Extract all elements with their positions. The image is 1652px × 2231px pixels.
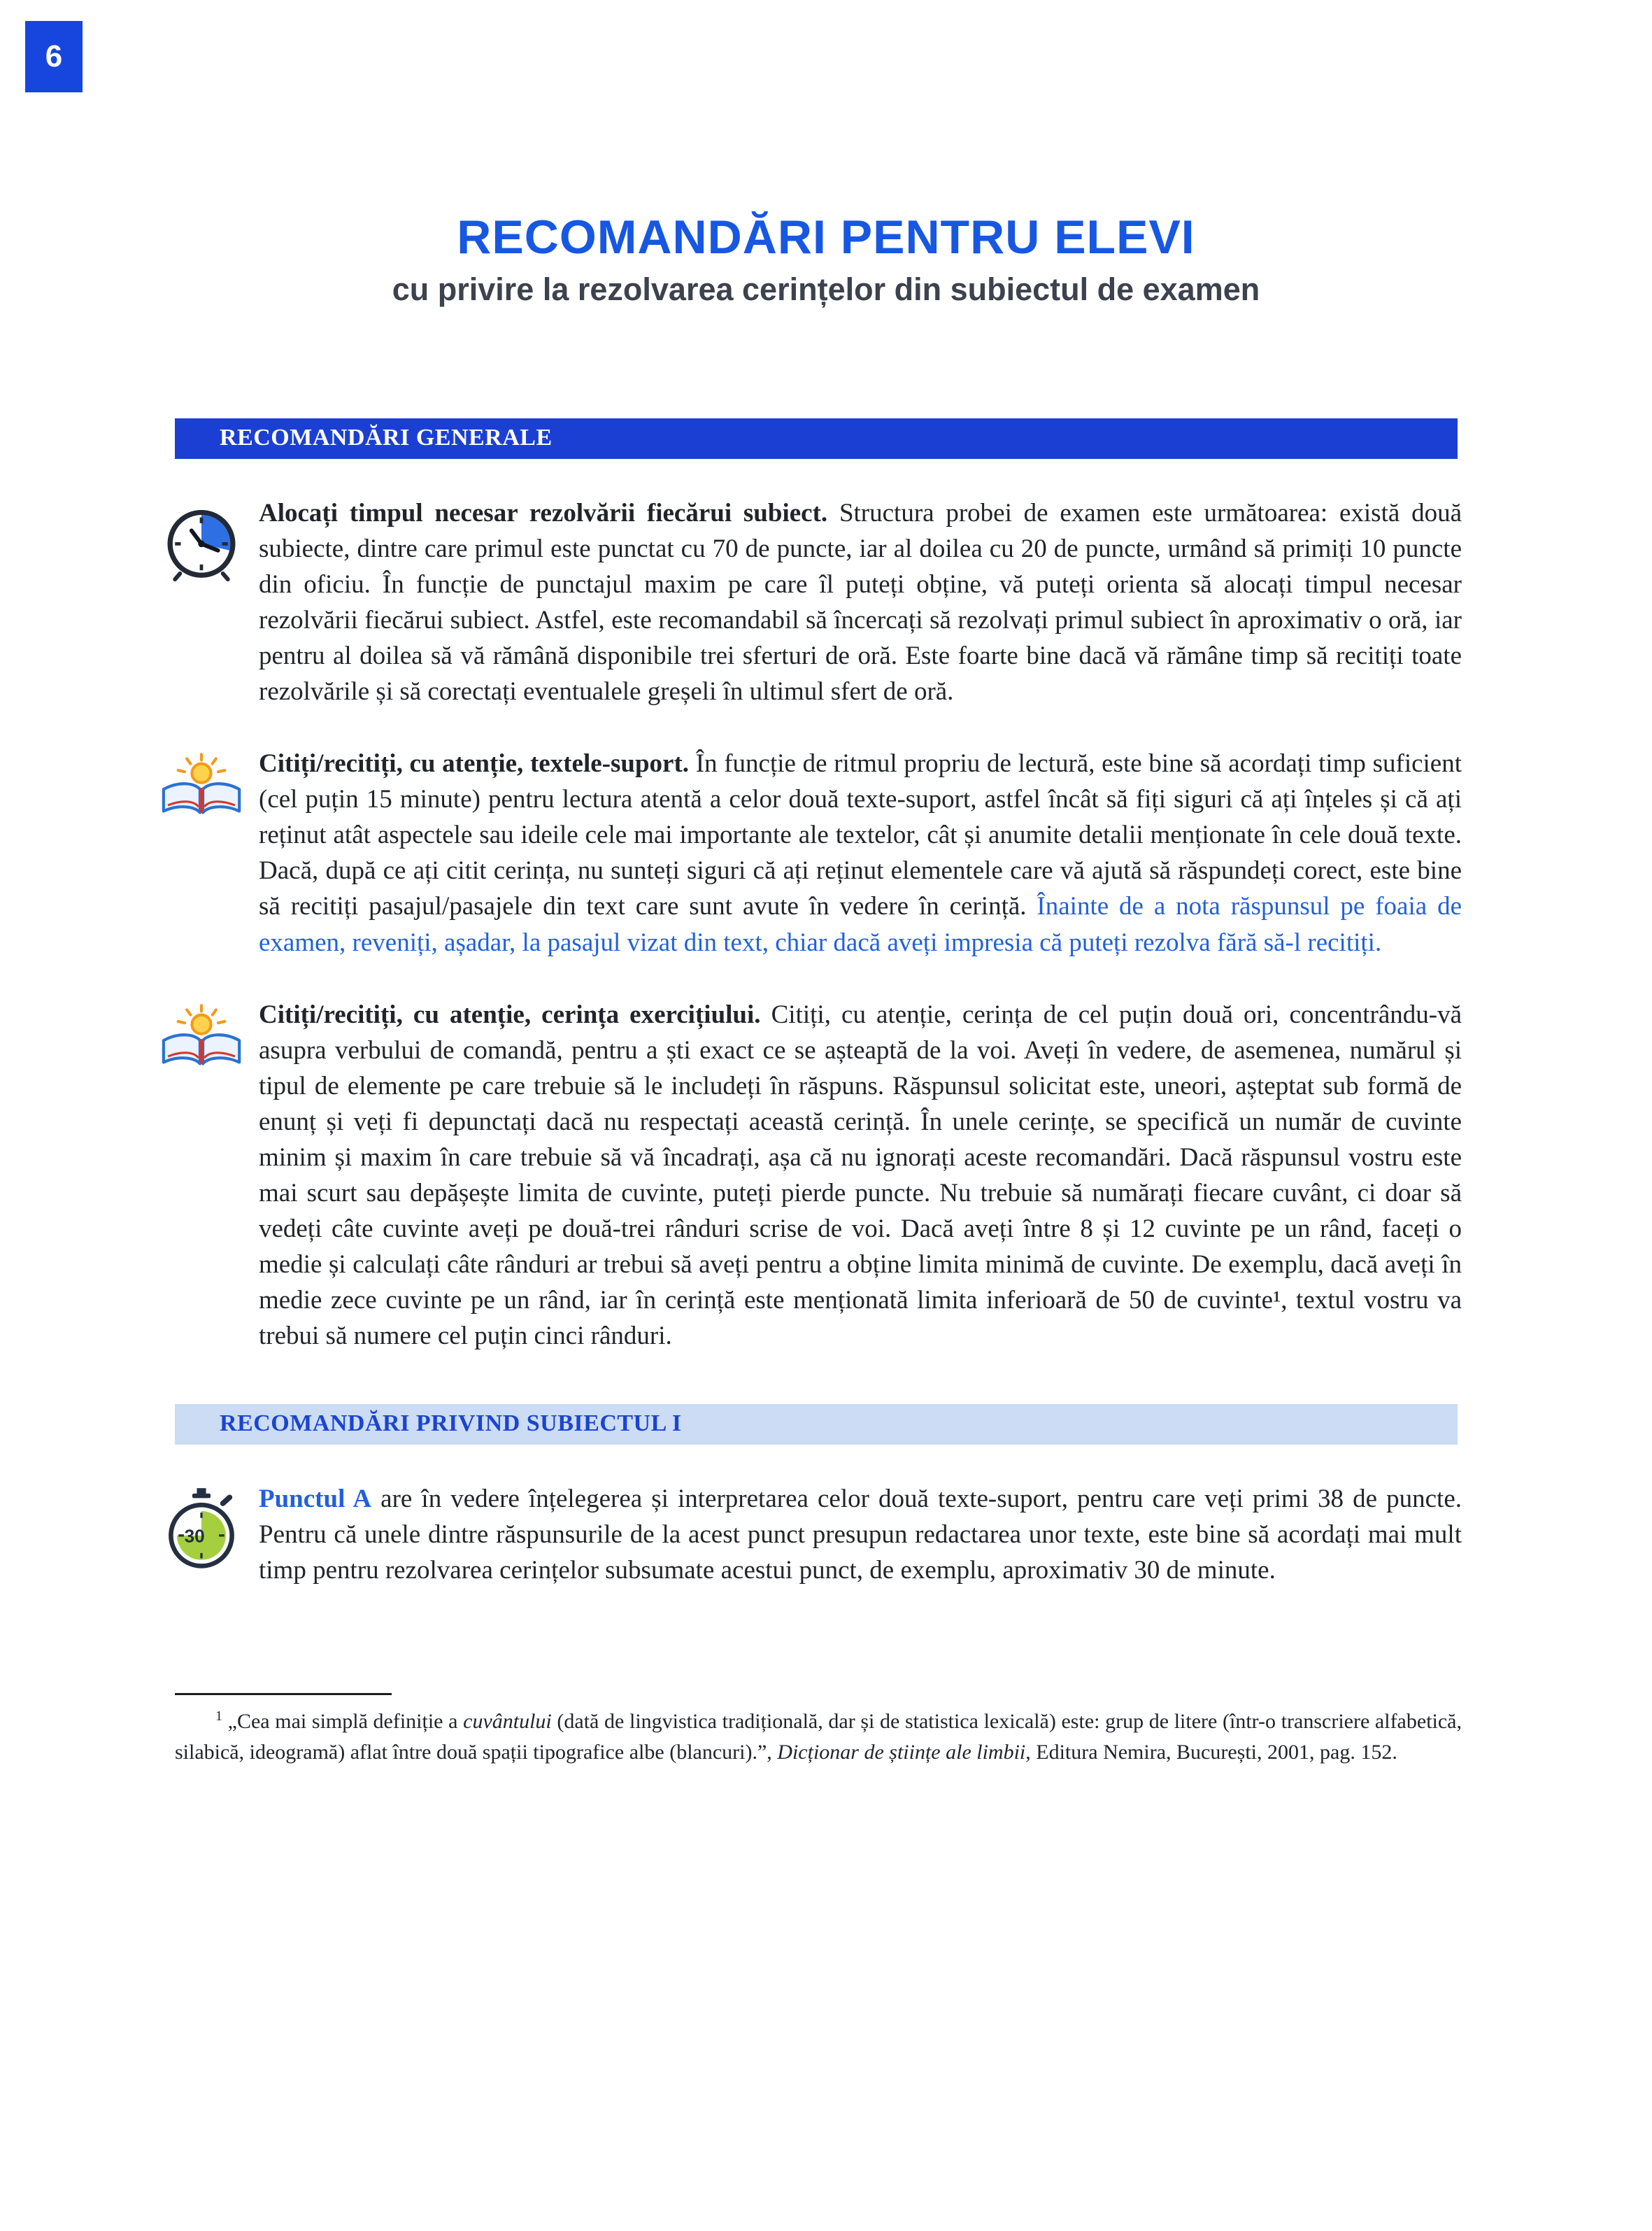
footnote-text: , Editura Nemira, București, 2001, pag. 152. <box>1025 1740 1397 1764</box>
icon-cell <box>144 1481 259 1588</box>
paragraph-text <box>259 746 1462 960</box>
paragraph-text <box>259 1481 1462 1588</box>
section-heading-general <box>175 418 1458 459</box>
clock-icon <box>160 501 243 583</box>
stopwatch-icon <box>163 1487 240 1571</box>
book-sun-icon <box>157 751 245 821</box>
section-heading-subject1 <box>175 1404 1458 1445</box>
footnote-rule <box>175 1693 392 1695</box>
footnote-text-italic: cuvântului <box>463 1710 552 1734</box>
section-heading-label: RECOMANDĂRI PRIVIND SUBIECTUL I <box>220 1410 682 1437</box>
paragraph-highlight: Înainte de a nota răspunsul pe foaia de examen, reveniți, așadar, la pasajul vizat din text, chiar dacă aveți impresia că puteți rezolva fără să-l recitiți. <box>259 892 1462 957</box>
icon-cell <box>144 997 259 1354</box>
book-sun-icon <box>157 1003 245 1072</box>
paragraph-text <box>259 495 1462 709</box>
paragraph-point-a <box>144 1481 1462 1588</box>
paragraph-timing <box>144 495 1462 709</box>
page-subtitle: cu privire la rezolvarea cerințelor din subiectul de examen <box>392 271 1260 307</box>
footnote-text: „Cea mai simplă definiție a <box>222 1710 464 1734</box>
paragraph-lead: Punctul A <box>259 1485 372 1514</box>
paragraph-lead: Citiți/recitiți, cu atenție, textele-suport. <box>259 749 690 779</box>
footnote-source-title: Dicționar de științe ale limbii <box>777 1740 1026 1764</box>
svg-text:30: 30 <box>184 1525 205 1547</box>
paragraph-body: În funcție de ritmul propriu de lectură, este bine să acordați timp suficient (cel puțin 15 minute) pentru lectura atentă a celor două texte-suport, astfel încât să fiți siguri că ați înțeles și că ați reținut atât aspectele sau ideile cele mai importante ale textelor, cât și anumite detalii menționate în cele două texte. Dacă, după ce ați citit cerința, nu sunteți siguri că ați reținut elementele care vă ajută să răspundeți corect, este bine să recitiți pasajul/pasajele din text care sunt avute în vedere în cerință. <box>259 749 1462 921</box>
paragraph-lead: Alocați timpul necesar rezolvării fiecărui subiect. <box>259 499 828 527</box>
page-number-box <box>25 21 83 92</box>
footnote <box>175 1706 1462 1767</box>
page-title: RECOMANDĂRI PENTRU ELEVI <box>457 211 1195 264</box>
paragraph-lead: Citiți/recitiți, cu atenție, cerința exercițiului. <box>259 1000 761 1029</box>
icon-cell <box>144 746 259 960</box>
page-header <box>0 0 1652 308</box>
icon-cell <box>144 495 259 709</box>
section-heading-label: RECOMANDĂRI GENERALE <box>220 425 553 451</box>
paragraph-body: Citiți, cu atenție, cerința de cel puțin două ori, concentrându-vă asupra verbului de comandă, pentru a ști exact ce se așteaptă de la voi. Aveți în vedere, de asemenea, numărul și tipul de elemente pe care trebuie să le includeți în răspuns. Răspunsul solicitat este, uneori, așteptat sub formă de enunț și veți fi depunctați dacă nu respectați această cerință. În unele cerințe, se specifică un număr de cuvinte minim și maxim în care trebuie să vă încadrați, așa că nu ignorați aceste recomandări. Dacă răspunsul vostru este mai scurt sau depășește limita de cuvinte, puteți pierde puncte. Nu trebuie să numărați fiecare cuvânt, ci doar să vedeți câte cuvinte aveți pe două-trei rânduri scrise de voi. Dacă aveți între 8 și 12 cuvinte pe un rând, faceți o medie și calculați câte rânduri ar trebui să aveți pentru a obține limita minimă de cuvinte. De exemplu, dacă aveți în medie zece cuvinte pe un rând, iar în cerință este menționată limita inferioară de 50 de cuvinte¹, textul vostru va trebui să numere cel puțin cinci rânduri. <box>259 1000 1462 1350</box>
paragraph-body: are în vedere înțelegerea și interpretarea celor două texte-suport, pentru care veți primi 38 de puncte. Pentru că unele dintre răspunsurile de la acest punct presupun redactarea unor texte, este bine să acordați mai mult timp pentru rezolvarea cerințelor subsumate acestui punct, de exemplu, aproximativ 30 de minute. <box>259 1485 1462 1585</box>
paragraph-read-task <box>144 997 1462 1354</box>
footnote-text: (dată de lingvistica tradițională, dar și de statistica lexicală) este: grup de litere (într-o transcriere alfabetică, silabică, ideogramă) aflat între două spații tipografice albe (blancuri).”, <box>175 1710 1462 1764</box>
paragraph-body: Structura probei de examen este următoarea: există două subiecte, dintre care primul este punctat cu 70 de puncte, iar al doilea cu 20 de puncte, urmând să primiți 10 puncte din oficiu. În funcție de punctajul maxim pe care îl puteți obține, vă puteți orienta să alocați timpul necesar rezolvării fiecărui subiect. Astfel, este recomandabil să încercați să rezolvați primul subiect în aproximativ o oră, iar pentru al doilea să vă rămână disponibile trei sferturi de oră. Este foarte bine dacă vă rămâne timp să recitiți toate rezolvările și să corectați eventualele greșeli în ultimul sfert de oră. <box>259 499 1462 707</box>
paragraph-read-texts <box>144 746 1462 960</box>
page-number: 6 <box>45 39 63 73</box>
paragraph-text <box>259 997 1462 1354</box>
footnote-marker: 1 <box>215 1708 222 1724</box>
